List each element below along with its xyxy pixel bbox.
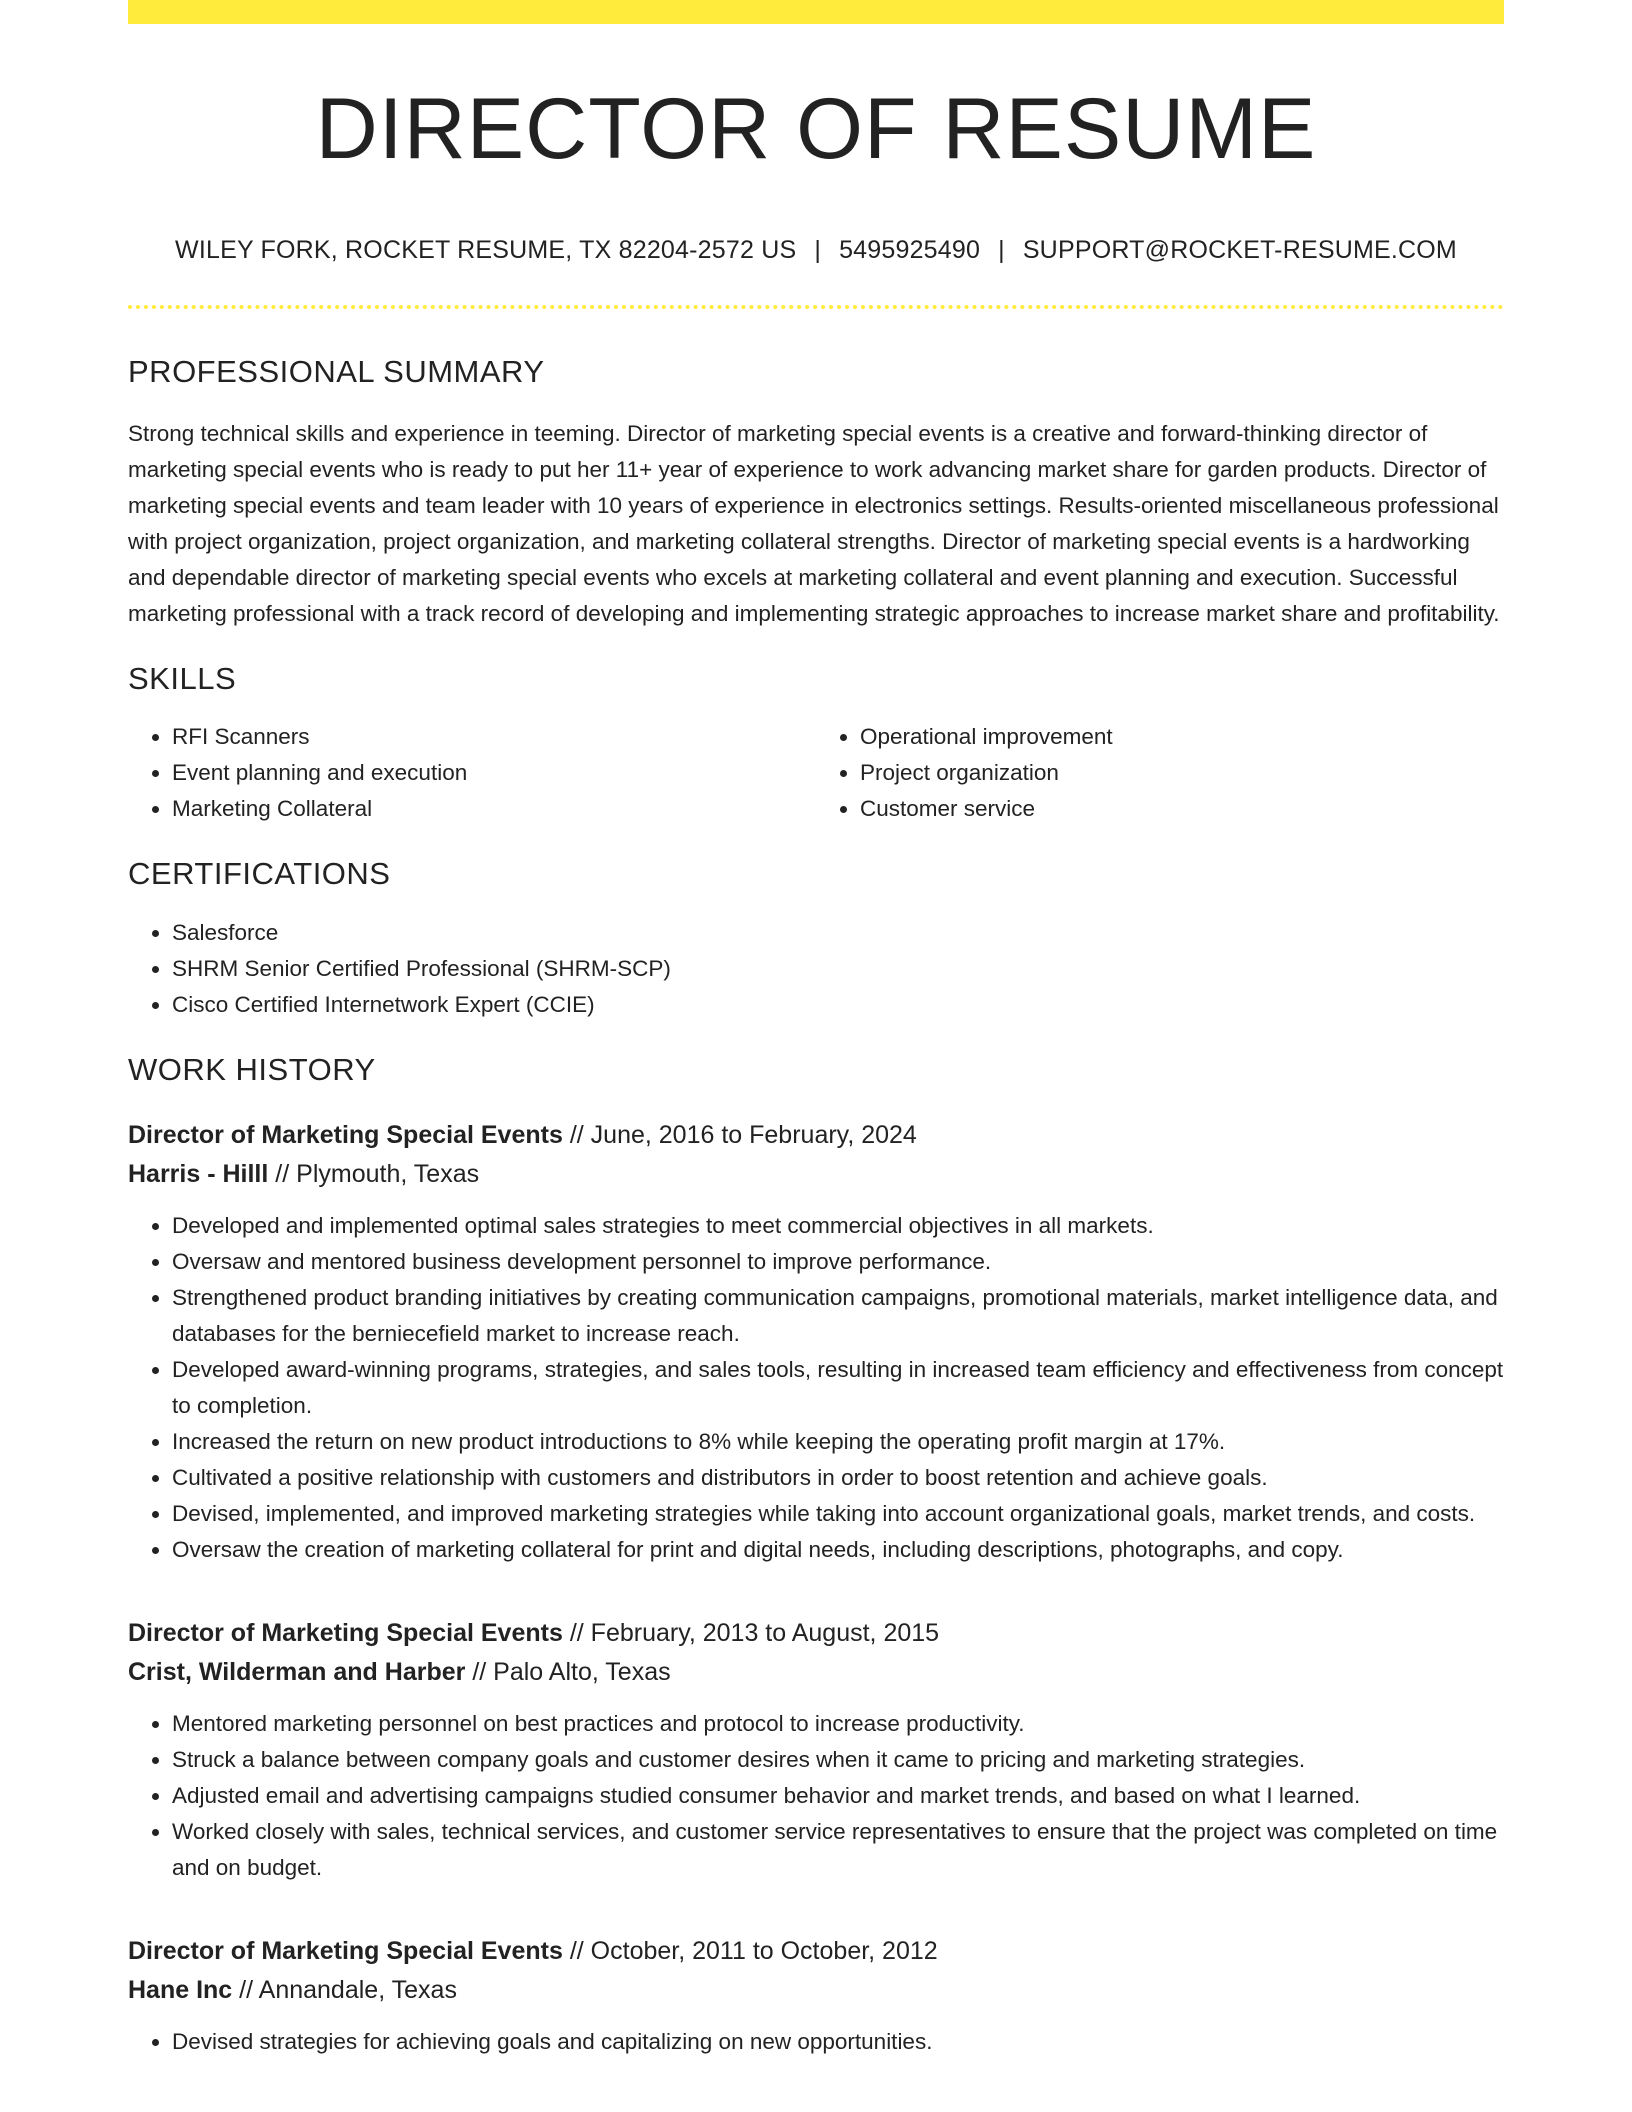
contact-address: WILEY FORK, ROCKET RESUME, TX 82204-2572 US <box>175 236 797 264</box>
job-bullet: • Increased the return on new product introductions to 8% while keeping the operating profit margin at 17%. <box>172 1424 1504 1460</box>
skill-item: • Marketing Collateral <box>172 791 816 827</box>
job-role: Director of Marketing Special Events <box>128 1618 563 1647</box>
skills-columns <box>128 719 1504 827</box>
job-bullet: • Worked closely with sales, technical services, and customer service representatives to ensure that the project was completed on time and on budget. <box>172 1814 1504 1886</box>
job-bullet: • Struck a balance between company goals and customer desires when it came to pricing and marketing strategies. <box>172 1742 1504 1778</box>
resume-page <box>128 0 1504 2060</box>
accent-bar <box>128 0 1504 24</box>
job-bullet: • Oversaw and mentored business development personnel to improve performance. <box>172 1244 1504 1280</box>
job-separator: // <box>239 1975 254 2004</box>
job-separator: // <box>569 1936 584 1965</box>
skills-list-right <box>816 719 1504 827</box>
job-dates: June, 2016 to February, 2024 <box>590 1120 917 1149</box>
job-bullet: • Devised, implemented, and improved marketing strategies while taking into account organizational goals, market trends, and costs. <box>172 1496 1504 1532</box>
job-company: Harris - Hilll <box>128 1159 269 1188</box>
skill-item: • RFI Scanners <box>172 719 816 755</box>
contact-email[interactable]: SUPPORT@ROCKET-RESUME.COM <box>1022 236 1457 264</box>
skill-item: • Project organization <box>860 755 1504 791</box>
skills-list-left <box>128 719 816 827</box>
contact-phone: 5495925490 <box>839 236 981 264</box>
job-role: Director of Marketing Special Events <box>128 1936 563 1965</box>
summary-heading: PROFESSIONAL SUMMARY <box>128 354 545 389</box>
summary-text: Strong technical skills and experience in teeming. Director of marketing special events is a creative and forward-thinking director of marketing special events who is ready to put her 11+ year of experience to work advancing market share for garden products. Director of marketing special events and team leader with 10 years of experience in electronics settings. Results-oriented miscellaneous professional with project organization, project organization, and marketing collateral strengths. Director of marketing special events is a hardworking and dependable director of marketing special events who excels at marketing collateral and event planning and execution. Successful marketing professional with a track record of developing and implementing strategic approaches to increase market share and profitability. <box>128 421 1500 627</box>
job-separator: // <box>569 1120 584 1149</box>
job-bullet: • Strengthened product branding initiatives by creating communication campaigns, promotional materials, market intelligence data, and databases for the berniecefield market to increase reach. <box>172 1280 1504 1352</box>
resume-name: DIRECTOR OF RESUME <box>315 81 1317 177</box>
job-entry <box>128 1116 1504 1568</box>
job-company: Crist, Wilderman and Harber <box>128 1657 466 1686</box>
job-bullet: • Developed award-winning programs, strategies, and sales tools, resulting in increased team efficiency and effectiveness from concept to completion. <box>172 1352 1504 1424</box>
certifications-heading: CERTIFICATIONS <box>128 856 391 892</box>
job-bullet: • Cultivated a positive relationship with customers and distributors in order to boost retention and achieve goals. <box>172 1460 1504 1496</box>
job-bullets <box>128 2024 1504 2060</box>
job-entry <box>128 1932 1504 2060</box>
job-bullet: • Developed and implemented optimal sales strategies to meet commercial objectives in all markets. <box>172 1208 1504 1244</box>
certification-item: • SHRM Senior Certified Professional (SHRM-SCP) <box>172 951 1504 987</box>
job-separator: // <box>275 1159 290 1188</box>
job-company-line <box>128 1155 1504 1194</box>
job-location: Palo Alto, Texas <box>493 1657 671 1686</box>
skills-heading: SKILLS <box>128 661 237 697</box>
job-dates: February, 2013 to August, 2015 <box>590 1618 940 1647</box>
skill-item: • Event planning and execution <box>172 755 816 791</box>
skill-item: • Customer service <box>860 791 1504 827</box>
job-bullet: • Mentored marketing personnel on best practices and protocol to increase productivity. <box>172 1706 1504 1742</box>
job-company-line <box>128 1971 1504 2010</box>
certification-item: • Cisco Certified Internetwork Expert (CCIE) <box>172 987 1504 1023</box>
job-title-line <box>128 1116 1504 1155</box>
certifications-list <box>128 915 1504 1023</box>
job-company: Hane Inc <box>128 1975 233 2004</box>
job-location: Plymouth, Texas <box>296 1159 480 1188</box>
job-title-line <box>128 1932 1504 1971</box>
dotted-divider <box>128 305 1504 309</box>
job-role: Director of Marketing Special Events <box>128 1120 563 1149</box>
certification-item: • Salesforce <box>172 915 1504 951</box>
work-history-heading: WORK HISTORY <box>128 1051 376 1087</box>
job-location: Annandale, Texas <box>258 1975 457 2004</box>
job-bullets <box>128 1208 1504 1568</box>
job-separator: // <box>472 1657 487 1686</box>
job-bullet: • Oversaw the creation of marketing collateral for print and digital needs, including descriptions, photographs, and copy. <box>172 1532 1504 1568</box>
job-bullets <box>128 1706 1504 1886</box>
job-separator: // <box>569 1618 584 1647</box>
job-bullet: • Devised strategies for achieving goals and capitalizing on new opportunities. <box>172 2024 1504 2060</box>
skill-item: • Operational improvement <box>860 719 1504 755</box>
job-company-line <box>128 1653 1504 1692</box>
contact-line <box>128 236 1504 265</box>
job-entry <box>128 1614 1504 1886</box>
job-bullet: • Adjusted email and advertising campaigns studied consumer behavior and market trends, and based on what I learned. <box>172 1778 1504 1814</box>
job-dates: October, 2011 to October, 2012 <box>590 1936 938 1965</box>
contact-separator: | <box>998 236 1005 264</box>
job-title-line <box>128 1614 1504 1653</box>
contact-separator: | <box>814 236 822 264</box>
